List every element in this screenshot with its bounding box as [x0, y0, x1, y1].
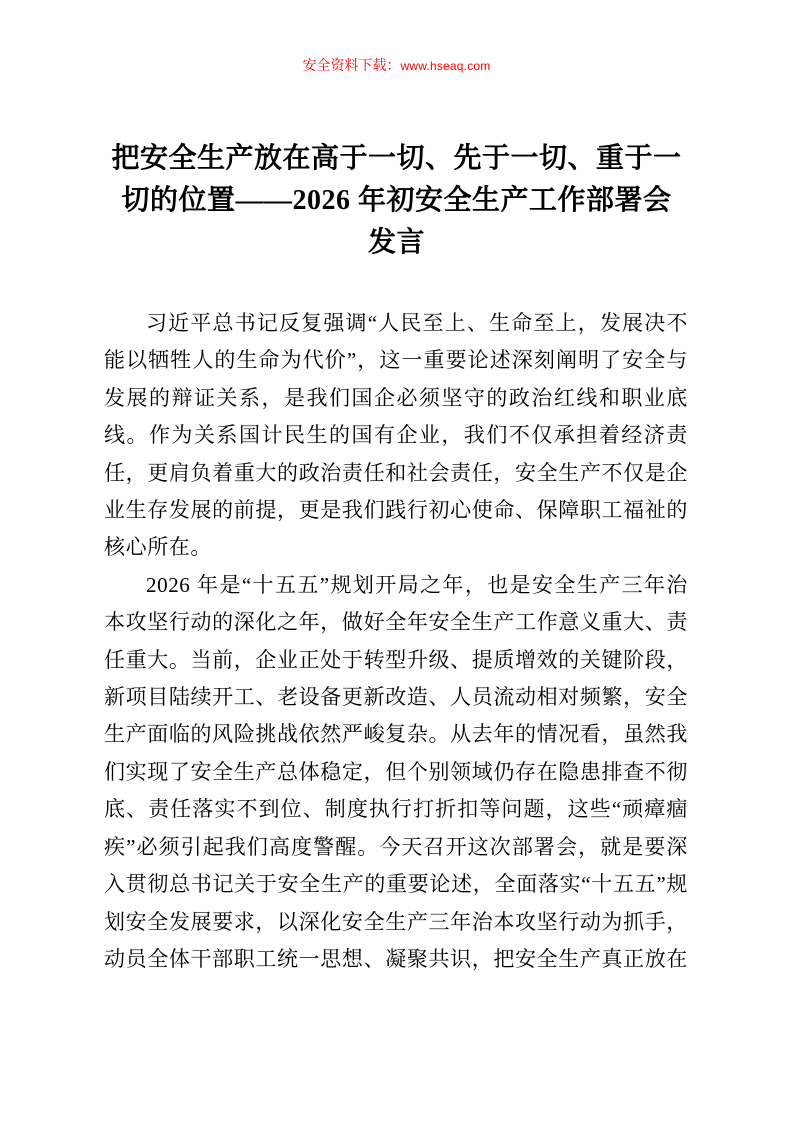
- header-site-url: www.hseaq.com: [400, 59, 491, 73]
- page-header: [0, 57, 793, 75]
- document-body: [104, 305, 688, 978]
- document-title: [0, 138, 793, 264]
- header-download-label: 安全资料下载：: [302, 57, 401, 73]
- body-paragraph-1: 习近平总书记反复强调“人民至上、生命至上，发展决不能以牺牲人的生命为代价”，这一重要论述深刻阐明了安全与发展的辩证关系，是我们国企必须坚守的政治红线和职业底线。作为关系国计民生的国有企业，我们不仅承担着经济责任，更肩负着重大的政治责任和社会责任，安全生产不仅是企业生存发展的前提，更是我们践行初心使命、保障职工福祉的核心所在。: [104, 311, 688, 560]
- body-paragraph-2: 2026 年是“十五五”规划开局之年，也是安全生产三年治本攻坚行动的深化之年，做好全年安全生产工作意义重大、责任重大。当前，企业正处于转型升级、提质增效的关键阶段，新项目陆续开工、老设备更新改造、人员流动相对频繁，安全生产面临的风险挑战依然严峻复杂。从去年的情况看，虽然我们实现了安全生产总体稳定，但个别领域仍存在隐患排查不彻底、责任落实不到位、制度执行打折扣等问题，这些“顽瘴痼疾”必须引起我们高度警醒。今天召开这次部署会，就是要深入贯彻总书记关于安全生产的重要论述，全面落实“十五五”规划安全发展要求，以深化安全生产三年治本攻坚行动为抓手，动员全体干部职工统一思想、凝聚共识，把安全生产真正放在: [104, 572, 688, 971]
- title-line-2: 切的位置——2026 年初安全生产工作部署会: [121, 185, 672, 216]
- title-line-3: 发言: [367, 227, 425, 258]
- title-line-1: 把安全生产放在高于一切、先于一切、重于一: [111, 143, 682, 174]
